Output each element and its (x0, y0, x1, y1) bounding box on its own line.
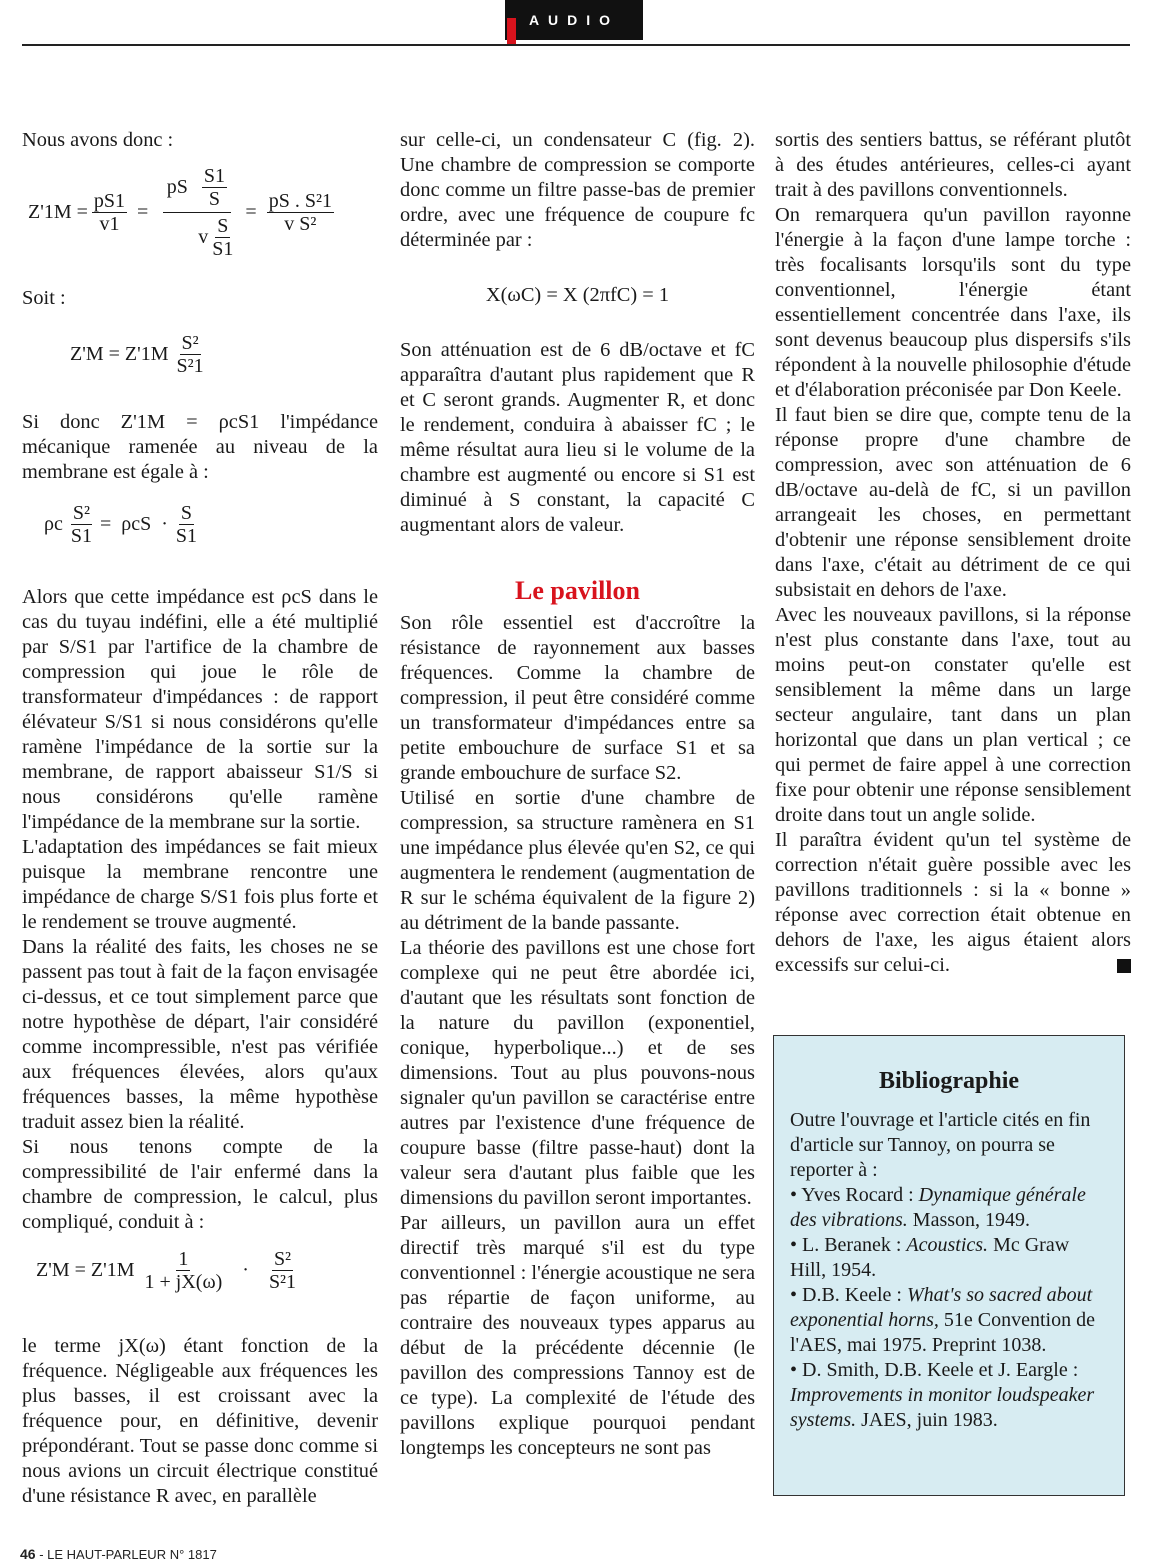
column-2 (400, 128, 755, 1461)
compound-fraction: pS S1 S v S S1 (158, 165, 235, 260)
paragraph: On remarquera qu'un pavillon rayonne l'énergie à la façon d'une lampe torche : très focalisants lorsqu'ils sont du type conventionnel, l'énergie étant essentiellement concentrée dans l'axe, ils sont devenus beaucoup plus dispersifs s'ils répondent à la nouvelle philosophie d'étude et d'élaboration préconisée par Don Keele. (775, 204, 1131, 401)
paragraph: Utilisé en sortie d'une chambre de compression, sa structure ramènera en S1 une impédance plus élevée qu'en S2, ce qui augmentera le rendement (augmentation de R sur le schéma équivalent de la figure 2) au détriment de la bande passante. (400, 787, 755, 934)
bibliography-intro: Outre l'ouvrage et l'article cités en fin d'article sur Tannoy, on pourra se reporter à : (790, 1109, 1091, 1181)
paragraph: Dans la réalité des faits, les choses ne se passent pas tout à fait de la façon envisagée ci-dessus, et ce tout simplement parce que notre hypothèse de départ, l'air considéré comme incompressible, n'est pas vérifiée aux fréquences élevées, alors qu'aux fréquences basses, la même hypothèse traduit assez bien la réalité. (22, 936, 378, 1133)
paragraph: Par ailleurs, un pavillon aura un effet directif très marqué s'il est du type conventionnel : l'énergie acoustique ne sera pas répartie de façon uniforme, au contraire des nouveaux types apparus au début de la précédente décennie (le pavillon des compressions Tannoy est de ce type). La complexité de l'étude des pavillons explique pourquoi pendant longtemps les concepteurs ne sont pas (400, 1212, 755, 1459)
formula-zm-compressible: Z'M = Z'1M 1 1 + jX(ω) · S² S²1 (36, 1248, 297, 1293)
formula-cutoff: X(ωC) = X (2πfC) = 1 (485, 284, 670, 306)
fraction: $\frac{\text{pS . S²1}}{\text{v S²}}$ (268, 190, 332, 235)
formula-z1m: Z'1M = $\frac{pS1}{v1}$ = pS S1 S v S S1 = $\frac{\text{pS . S²1}}{\text{v S²}}$ (28, 165, 332, 260)
bibliography-entry: • D. Smith, D.B. Keele et J. Eargle : Improvements in monitor loudspeaker systems. JAES, juin 1983. (790, 1359, 1095, 1431)
bibliography-title: Bibliographie (878, 1068, 1020, 1094)
paragraph: Il faut bien se dire que, compte tenu de la réponse propre d'une chambre de compression, avec son atténuation de 6 dB/octave au-delà de fC, si un pavillon arrangeait les choses, en permettant d'obtenir une réponse sensiblement droite dans l'axe, c'était au détriment de ce qui subsistait en dehors de l'axe. (775, 404, 1131, 601)
page-number: 46 (20, 1546, 36, 1562)
paragraph: Il paraîtra évident qu'un tel système de correction n'était guère possible avec les pavillons traditionnels : si la « bonne » réponse avec correction était obtenue en dehors de l'axe, les aigus étaient alors excessifs sur celui-ci. (775, 829, 1131, 976)
section-tab-accent (507, 18, 516, 44)
formula-rhoc: ρc $\frac{\text{S²}}{S1}$ = ρcS · S S1 (44, 502, 198, 547)
paragraph: Alors que cette impédance est ρcS dans le cas du tuyau indéfini, elle a été multiplié par S/S1 par l'artifice de la chambre de compression qui joue le rôle de transformateur d'impédances : de rapport élévateur S/S1 si nous considérons qu'elle ramène l'impédance de la sortie sur la membrane, de rapport abaisseur S1/S si nous considérons qu'elle ramène l'impédance de la membrane sur la sortie. (22, 586, 378, 833)
bibliography-box (773, 1035, 1125, 1496)
bibliography-entry: • D.B. Keele : What's so sacred about exponential horns, 51e Convention de l'AES, mai 1975. Preprint 1038. (790, 1284, 1095, 1356)
soit-label: Soit : (22, 287, 66, 309)
paragraph: Son rôle essentiel est d'accroître la résistance de rayonnement aux basses fréquences. Comme la chambre de compression, il peut être considéré comme un transformateur d'impédances entre sa petite embouchure de surface S1 et sa grande embouchure de surface S2. (400, 612, 755, 784)
header-rule (22, 44, 1130, 46)
paragraph: sortis des sentiers battus, se référant plutôt à des études antérieures, celles-ci ayant trait à des pavillons conventionnels. (775, 129, 1131, 201)
paragraph: La théorie des pavillons est une chose fort complexe qui ne peut être abordée ici, d'autant que les résultats sont fonction de la nature du pavillon (exponentiel, conique, hyperbolique...) et de ses dimensions. Tout au plus pouvons-nous signaler qu'un pavillon se caractérise entre autres par l'existence d'une fréquence de coupure basse (filtre passe-haut) dont la valeur sera d'autant plus faible que les dimensions du pavillon seront importantes. (400, 937, 755, 1209)
publication-name: - LE HAUT-PARLEUR N° 1817 (35, 1547, 217, 1562)
paragraph: sur celle-ci, un condensateur C (fig. 2). Une chambre de compression se comporte donc comme un filtre passe-bas de premier ordre, avec une fréquence de coupure fc déterminée par : (400, 129, 755, 251)
end-of-article-icon (1117, 959, 1131, 973)
page-footer (20, 1546, 217, 1562)
bibliography-entry: • Yves Rocard : Dynamique générale des vibrations. Masson, 1949. (790, 1184, 1086, 1231)
paragraph: Si donc Z'1M = ρcS1 l'impédance mécanique ramenée au niveau de la membrane est égale à : (22, 411, 378, 483)
paragraph: le terme jX(ω) étant fonction de la fréquence. Négligeable aux fréquences les plus basses, il est croissant avec la fréquence pour, en définitive, devenir prépondérant. Tout se passe donc comme si nous avions un circuit électrique constitué d'une résistance R avec, en parallèle (22, 1335, 378, 1507)
paragraph: Si nous tenons compte de la compressibilité de l'air enfermé dans la chambre de compression, le calcul, plus compliqué, conduit à : (22, 1136, 378, 1233)
formula-lhs: Z'1M = (28, 201, 88, 223)
paragraph: Son atténuation est de 6 dB/octave et fC apparaîtra d'autant plus rapidement que R et C seront grands. Augmenter R, et donc le rendement, conduira à abaisser fC ; le même résultat aura lieu si le volume de la chambre est augmenté ou encore si S1 est diminué à S constant, la capacité C augmentant alors de valeur. (400, 339, 755, 536)
fraction: $\frac{pS1}{v1}$ (93, 190, 126, 235)
formula-zm: Z'M = Z'1M S² S²1 (70, 332, 204, 377)
section-tab: AUDIO (505, 0, 643, 40)
column-1 (22, 128, 378, 153)
bibliography-entry: • L. Beranek : Acoustics. Mc Graw Hill, 1954. (790, 1234, 1070, 1281)
column-3 (775, 128, 1131, 978)
section-title: Le pavillon (515, 576, 640, 605)
paragraph: L'adaptation des impédances se fait mieux puisque la membrane rencontre une impédance de charge S/S1 fois plus forte et le rendement se trouve augmenté. (22, 836, 378, 933)
paragraph: Avec les nouveaux pavillons, si la réponse n'est plus constante dans l'axe, tout au moins peut-on constater qu'elle est sensiblement la même dans un large secteur angulaire, tant dans un plan horizontal que dans un plan vertical ; ce qui permet de faire appel à une correction fixe pour obtenir une réponse sensiblement droite dans tout un angle solide. (775, 604, 1131, 826)
intro-text: Nous avons donc : (22, 129, 174, 151)
